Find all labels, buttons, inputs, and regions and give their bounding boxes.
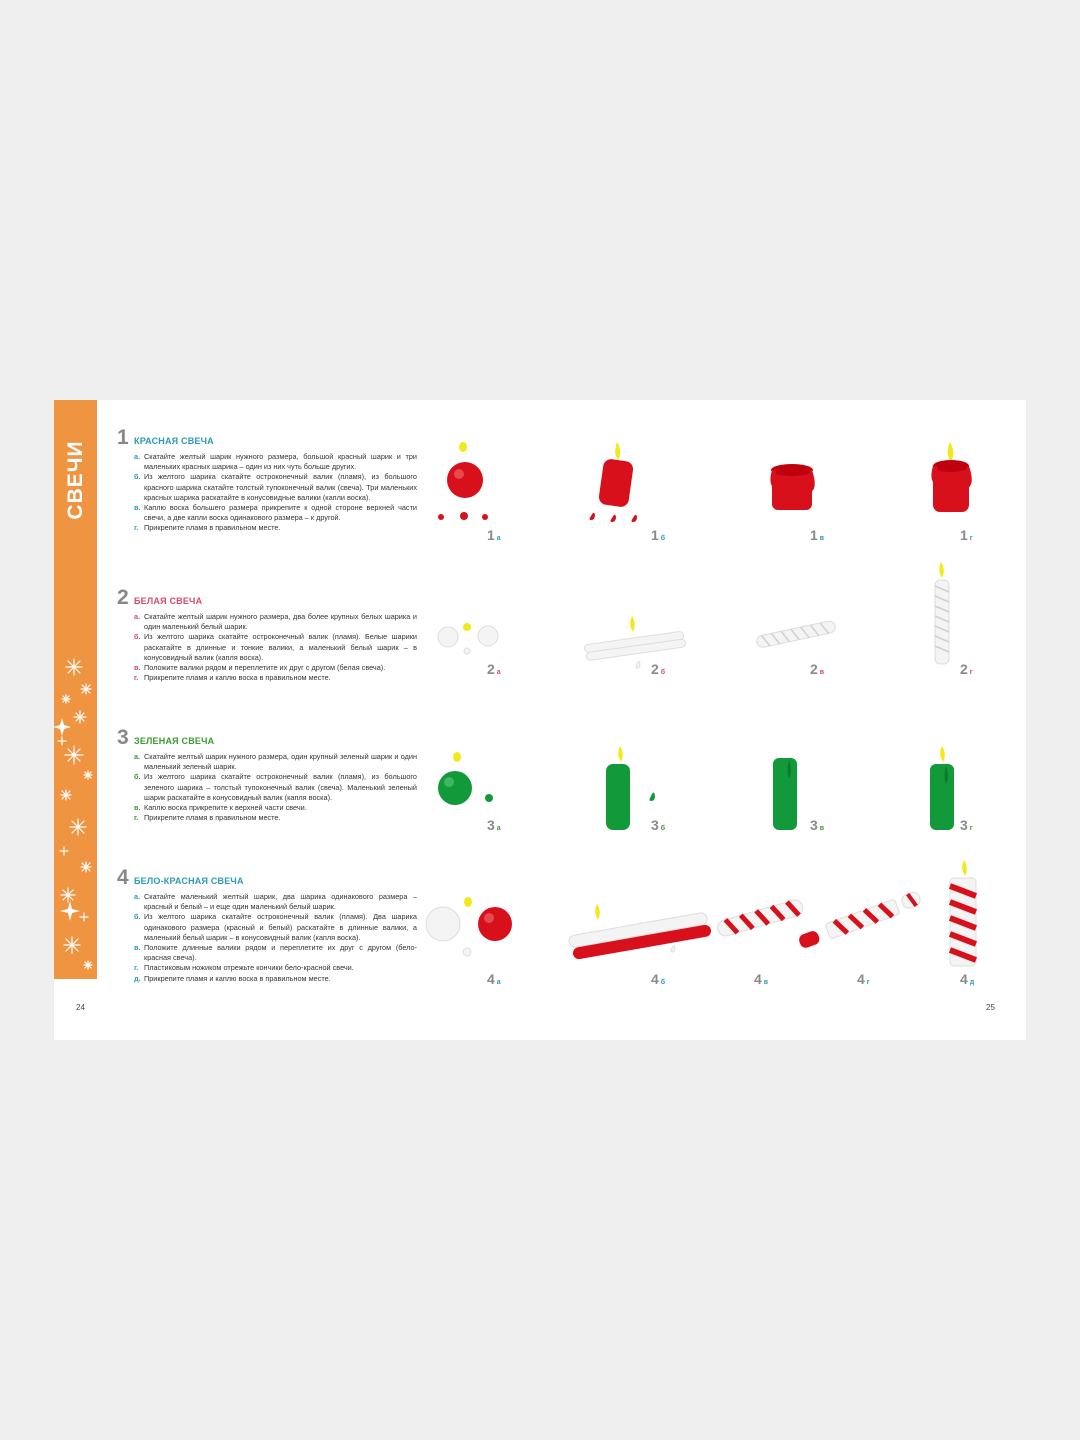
step-text: Скатайте желтый шарик нужного размера, большой красный шарик и три маленьких красных шарика – один из них чуть больше других.: [144, 452, 417, 472]
illustration-wr-rolls: [564, 900, 714, 960]
section-header: [117, 426, 417, 452]
step-text: Пластиковым ножиком отрежьте кончики бело-красной свечи.: [144, 963, 354, 973]
step-item: [134, 803, 417, 813]
illustration-white-rolls: [582, 614, 687, 674]
step-label: 1 б: [651, 527, 666, 543]
section-number: 2: [117, 586, 129, 609]
section-header: [117, 866, 417, 892]
step-label: 4 д: [960, 971, 975, 987]
step-letter: а.: [134, 452, 141, 461]
step-letter: г.: [134, 813, 139, 823]
step-letter: г.: [134, 673, 139, 683]
step-letter: в.: [134, 803, 141, 813]
step-letter: а.: [134, 612, 141, 621]
step-text: Положите валики рядом и переплетите их друг с другом (белая свеча).: [144, 663, 386, 673]
step-letter: б.: [134, 632, 141, 642]
steps-list: [117, 452, 417, 534]
step-item: [134, 632, 417, 663]
step-letter: в.: [134, 943, 141, 953]
step-label: 2 г: [960, 661, 973, 677]
step-item: [134, 892, 417, 912]
step-letter: б.: [134, 472, 141, 482]
step-item: [134, 963, 417, 973]
section-number: 4: [117, 866, 129, 889]
step-text: Из желтого шарика скатайте остроконечный валик (пламя). Два шарика одинакового размера (красный и белый) раскатайте в длинные валики, а маленький белый шарик – в конусовидный валик (капля воска).: [144, 912, 417, 942]
steps-list: [117, 612, 417, 683]
section-white-red-candle: [117, 866, 417, 984]
section-number: 3: [117, 726, 129, 749]
step-label: 3 г: [960, 817, 973, 833]
step-label: 4 в: [754, 971, 769, 987]
side-title: СВЕЧИ: [64, 440, 87, 520]
illustration-wr-candle-final: [944, 858, 984, 970]
step-label: 4 г: [857, 971, 870, 987]
step-letter: б.: [134, 772, 141, 782]
step-item: [134, 752, 417, 772]
section-white-candle: [117, 586, 417, 683]
illustration-wr-balls: [422, 894, 517, 962]
step-label: 1 а: [487, 527, 501, 543]
step-label: 4 а: [487, 971, 501, 987]
page-number-right: 25: [986, 1003, 995, 1012]
step-letter: г.: [134, 963, 139, 973]
step-letter: в.: [134, 663, 141, 673]
illustration-white-balls: [434, 620, 504, 660]
step-item: [134, 912, 417, 943]
step-letter: а.: [134, 892, 141, 901]
illustration-red-roll: [579, 438, 649, 533]
step-item: [134, 943, 417, 963]
steps-list: [117, 892, 417, 984]
step-item: [134, 772, 417, 803]
step-text: Каплю воска прикрепите к верхней части свечи.: [144, 803, 307, 813]
step-letter: в.: [134, 503, 141, 513]
illustration-green-drip: [769, 754, 805, 834]
section-title: КРАСНАЯ СВЕЧА: [134, 436, 214, 446]
section-number: 1: [117, 426, 129, 449]
step-text: Скатайте желтый шарик нужного размера, два более крупных белых шарика и один маленький белый шарик.: [144, 612, 417, 632]
illustration-red-drips: [764, 460, 824, 515]
section-red-candle: [117, 426, 417, 534]
section-title: ЗЕЛЕНАЯ СВЕЧА: [134, 736, 215, 746]
step-label: 3 б: [651, 817, 666, 833]
section-title: БЕЛАЯ СВЕЧА: [134, 596, 203, 606]
step-label: 2 а: [487, 661, 501, 677]
step-label: 1 в: [810, 527, 825, 543]
step-text: Скатайте маленький желтый шарик, два шарика одинакового размера – красный и белый – и еще один маленький белый шарик.: [144, 892, 417, 912]
step-item: [134, 452, 417, 472]
step-letter: г.: [134, 523, 139, 533]
step-label: 2 в: [810, 661, 825, 677]
step-label: 1 г: [960, 527, 973, 543]
step-label: 4 б: [651, 971, 666, 987]
section-title: БЕЛО-КРАСНАЯ СВЕЧА: [134, 876, 244, 886]
illustration-green-balls: [434, 748, 504, 810]
step-text: Скатайте желтый шарик нужного размера, один крупный зеленый шарик и один маленький зеленый шарик.: [144, 752, 417, 772]
step-letter: б.: [134, 912, 141, 922]
step-text: Положите длинные валики рядом и переплетите их друг с другом (бело-красная свеча).: [144, 943, 417, 963]
step-item: [134, 673, 417, 683]
step-label: 3 а: [487, 817, 501, 833]
step-text: Прикрепите пламя и каплю воска в правильном месте.: [144, 973, 331, 983]
step-label: 3 в: [810, 817, 825, 833]
step-item: [134, 503, 417, 523]
illustration-red-balls: [430, 438, 510, 528]
step-item: [134, 612, 417, 632]
illustration-white-candle-final: [928, 560, 958, 668]
step-item: [134, 663, 417, 673]
step-letter: д.: [134, 973, 141, 983]
illustration-red-candle-final: [924, 438, 984, 518]
step-text: Прикрепите пламя и каплю воска в правильном месте.: [144, 673, 331, 683]
step-text: Прикрепите пламя в правильном месте.: [144, 523, 281, 533]
illustration-green-candle-final: [926, 744, 962, 834]
step-item: [134, 472, 417, 503]
step-text: Из желтого шарика скатайте остроконечный валик (пламя). Белые шарики раскатайте в длинные и тонкие валики, а маленький белый шарик – в конусовидный валик (капля воска).: [144, 632, 417, 662]
step-text: Из желтого шарика скатайте остроконечный валик (пламя), из большого красного шарика скатайте толстый тупоконечный валик (свеча). Три маленьких красных шарика раскатайте в конусовидные валики (капли воска).: [144, 472, 417, 502]
side-tab: [54, 400, 97, 979]
step-label: 2 б: [651, 661, 666, 677]
step-text: Прикрепите пламя в правильном месте.: [144, 813, 281, 823]
section-header: [117, 586, 417, 612]
step-item: [134, 974, 417, 984]
page-number-left: 24: [76, 1003, 85, 1012]
step-letter: а.: [134, 752, 141, 761]
illustration-wr-cut: [790, 886, 930, 956]
step-text: Каплю воска большего размера прикрепите к одной стороне верхней части свечи, а две капли воска одинакового размера – к другой.: [144, 503, 417, 523]
steps-list: [117, 752, 417, 823]
snowflakes-decoration: [54, 655, 97, 979]
step-item: [134, 813, 417, 823]
side-title-wrap: [63, 438, 89, 520]
illustration-white-twist: [752, 616, 842, 651]
book-spread: [54, 400, 1026, 1040]
section-green-candle: [117, 726, 417, 823]
section-header: [117, 726, 417, 752]
step-text: Из желтого шарика скатайте остроконечный валик (пламя), из большого зеленого шарика – толстый тупоконечный валик (свеча). Маленький зеленый шарик раскатайте в конусовидный валик (капля воска).: [144, 772, 417, 802]
step-item: [134, 523, 417, 533]
